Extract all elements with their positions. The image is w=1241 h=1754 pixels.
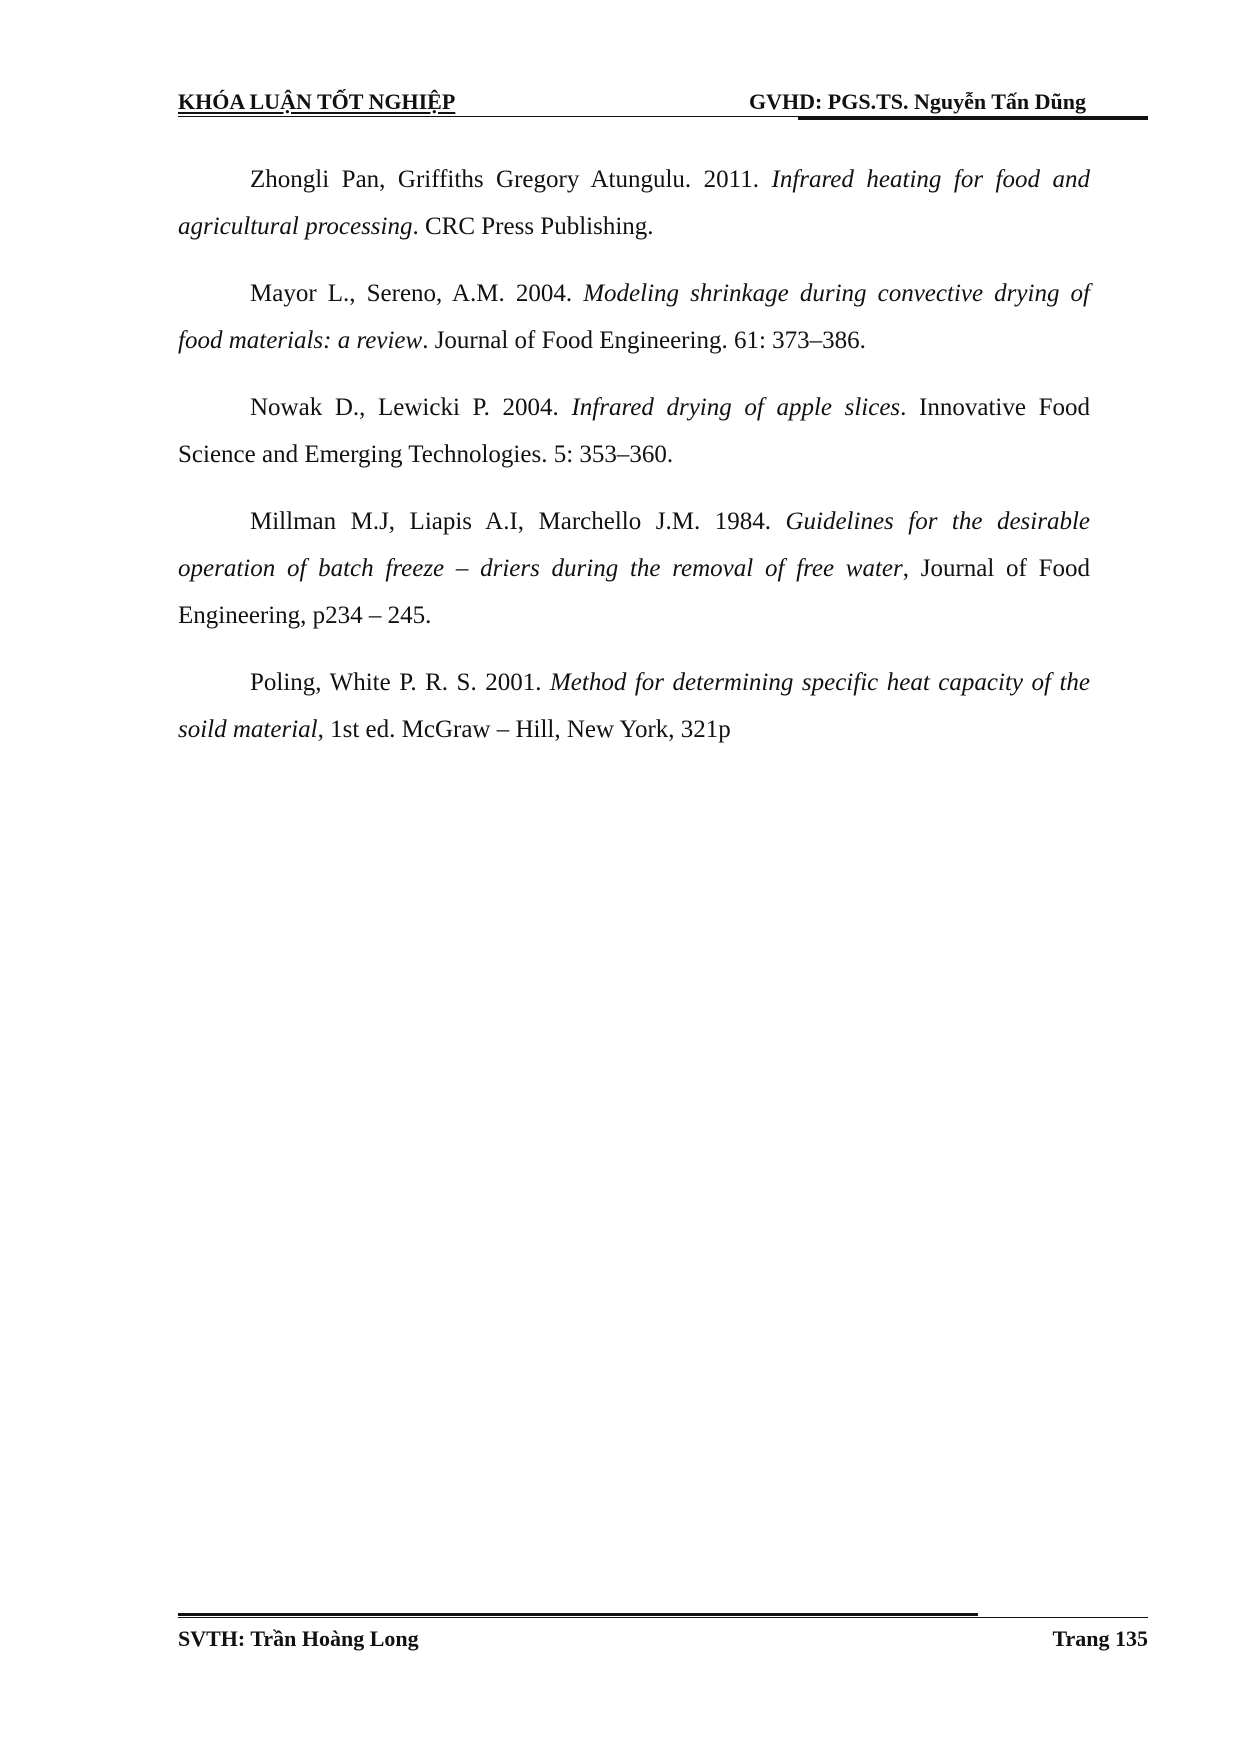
reference-authors-year: Poling, White P. R. S. 2001. — [250, 669, 550, 696]
reference-item — [178, 270, 1090, 364]
reference-source: , 1st ed. McGraw – Hill, New York, 321p — [317, 716, 731, 743]
reference-source: , Journal of Food Engineering, p234 – 245. — [178, 555, 1090, 629]
reference-item — [178, 659, 1090, 753]
reference-title: Modeling shrinkage during convective drying of food materials: a review — [178, 280, 1090, 354]
reference-source: . Journal of Food Engineering. 61: 373–386. — [422, 327, 866, 354]
reference-list — [178, 156, 1090, 773]
reference-source: . Innovative Food Science and Emerging Technologies. 5: 353–360. — [178, 394, 1090, 468]
footer-student: SVTH: Trần Hoàng Long — [178, 1626, 419, 1651]
reference-title: Infrared drying of apple slices — [571, 394, 901, 421]
reference-title: Method for determining specific heat capacity of the soild material — [178, 669, 1091, 743]
header-divider-thick — [798, 117, 1148, 120]
reference-source: . CRC Press Publishing. — [412, 213, 654, 240]
reference-authors-year: Zhongli Pan, Griffiths Gregory Atungulu. 2011. — [250, 166, 772, 193]
reference-title: Guidelines for the desirable operation of batch freeze – driers during the removal of free water — [178, 508, 1091, 582]
header-thesis-title: KHÓA LUẬN TỐT NGHIỆP — [178, 89, 456, 114]
footer-divider — [178, 1617, 1148, 1618]
reference-item — [178, 384, 1090, 478]
reference-authors-year: Nowak D., Lewicki P. 2004. — [250, 394, 572, 421]
reference-title: Infrared heating for food and agricultural processing — [178, 166, 1090, 240]
reference-item — [178, 498, 1090, 639]
reference-authors-year: Mayor L., Sereno, A.M. 2004. — [250, 280, 584, 307]
page-header — [178, 88, 1148, 124]
reference-item — [178, 156, 1090, 250]
header-advisor: GVHD: PGS.TS. Nguyễn Tấn Dũng — [748, 89, 1086, 114]
reference-authors-year: Millman M.J, Liapis A.I, Marchello J.M. 1984. — [250, 508, 786, 535]
footer-divider-thick — [178, 1613, 978, 1616]
page-footer — [178, 1613, 1148, 1663]
page-number: Trang 135 — [1052, 1626, 1148, 1651]
